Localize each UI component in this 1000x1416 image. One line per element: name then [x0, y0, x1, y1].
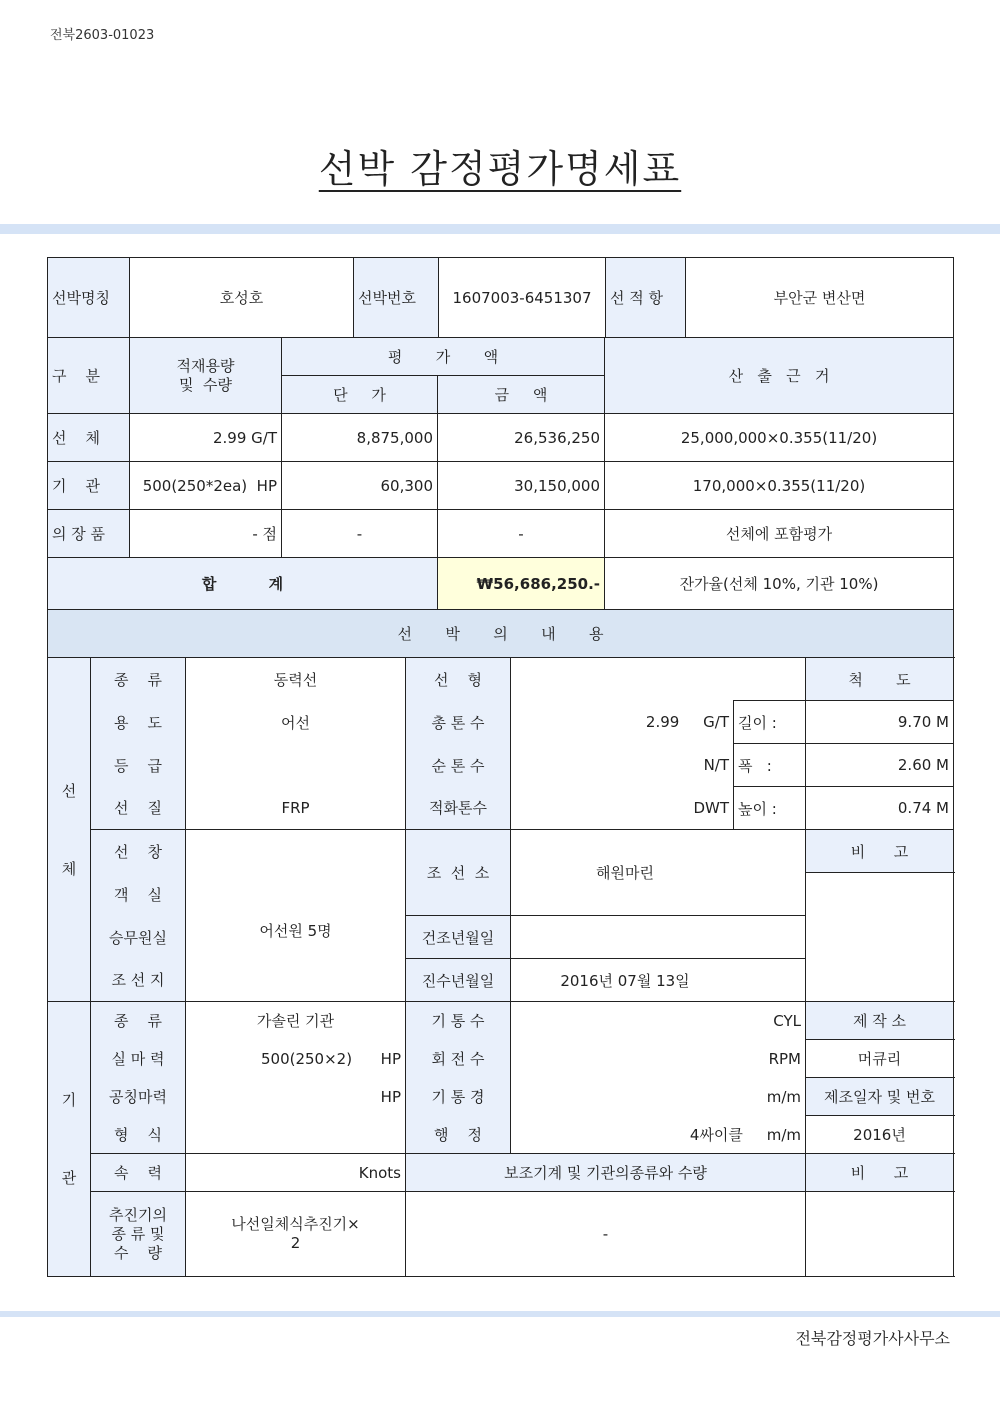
- total-amount: ₩56,686,250.-: [438, 558, 605, 610]
- table-row: [48, 414, 954, 462]
- row-label: 선 체: [48, 414, 130, 462]
- value-header: 평 가 액: [282, 338, 605, 376]
- engine-power-label: 실 마 력: [91, 1040, 186, 1078]
- auxiliary-value: -: [406, 1192, 806, 1277]
- length-value: 9.70 M: [806, 701, 954, 744]
- bottom-divider: [0, 1311, 1000, 1317]
- row-label: 의 장 품: [48, 510, 130, 558]
- capacity-cell: 500(250*2ea) HP: [130, 462, 282, 510]
- builder-label: 조 선 소: [406, 830, 511, 916]
- capacity-header: 적재용량 및 수량: [130, 338, 282, 414]
- rated-power-label: 공칭마력: [91, 1078, 186, 1116]
- total-row: [48, 558, 954, 610]
- basis-header: 산 출 근 거: [605, 338, 954, 414]
- net-tonnage-unit: N/T: [511, 744, 734, 787]
- engine-remarks-value: [806, 1192, 954, 1277]
- builder-value: 해원마린: [511, 830, 806, 916]
- basis-cell: 25,000,000×0.355(11/20): [605, 414, 954, 462]
- valuation-body: [47, 337, 954, 658]
- hull-kind-value: 동력선: [186, 658, 406, 701]
- amount-cell: 30,150,000: [438, 462, 605, 510]
- engine-kind-value: 가솔린 기관: [186, 1002, 406, 1040]
- capacity-cell: 2.99 G/T: [130, 414, 282, 462]
- amount-cell: 26,536,250: [438, 414, 605, 462]
- passenger-label: 객 실: [91, 873, 186, 916]
- amount-cell: -: [438, 510, 605, 558]
- launch-date-label: 진수년월일: [406, 959, 511, 1002]
- engine-side-label: 기 관: [48, 1002, 91, 1277]
- length-label: 길이 :: [734, 701, 806, 744]
- stroke-value: 4싸이클 m/m: [511, 1116, 806, 1154]
- top-divider: [0, 224, 1000, 234]
- manufacture-date-value: 2016년: [806, 1116, 954, 1154]
- dimensions-header: 척 도: [806, 658, 954, 701]
- maker-label: 제 작 소: [806, 1002, 954, 1040]
- details-section-title: 선 박 의 내 용: [48, 610, 954, 658]
- table-row: [48, 462, 954, 510]
- speed-label: 속 력: [91, 1154, 186, 1192]
- ship-name-value: 호성호: [130, 258, 354, 338]
- hold-label: 선 창: [91, 830, 186, 873]
- built-date-value: [511, 916, 806, 959]
- category-header: 구 분: [48, 338, 130, 414]
- propeller-value: 나선일체식추진기× 2: [186, 1192, 406, 1277]
- crew-label: 승무원실: [91, 916, 186, 959]
- basis-cell: 선체에 포함평가: [605, 510, 954, 558]
- width-label: 폭 :: [734, 744, 806, 787]
- width-value: 2.60 M: [806, 744, 954, 787]
- rpm-unit: RPM: [511, 1040, 806, 1078]
- hull-material-value: FRP: [186, 787, 406, 830]
- unit-price-cell: 8,875,000: [282, 414, 438, 462]
- gross-tonnage-value: 2.99 G/T: [511, 701, 734, 744]
- hull-remarks-header: 비 고: [806, 830, 954, 873]
- engine-kind-label: 종 류: [91, 1002, 186, 1040]
- unit-price-cell: 60,300: [282, 462, 438, 510]
- gross-tonnage-label: 총 톤 수: [406, 701, 511, 744]
- rpm-label: 회 전 수: [406, 1040, 511, 1078]
- speed-unit: Knots: [186, 1154, 406, 1192]
- row-label: 기 관: [48, 462, 130, 510]
- total-note: 잔가율(선체 10%, 기관 10%): [605, 558, 954, 610]
- hull-grade-label: 등 급: [91, 744, 186, 787]
- hull-remarks-value: [806, 873, 954, 1002]
- hull-material-label: 선 질: [91, 787, 186, 830]
- unit-price-header: 단 가: [282, 376, 438, 414]
- ship-number-label: 선박번호: [354, 258, 439, 338]
- bore-unit: m/m: [511, 1078, 806, 1116]
- total-label: 합 계: [48, 558, 438, 610]
- engine-remarks-header: 비 고: [806, 1154, 954, 1192]
- engine-type-label: 형 식: [91, 1116, 186, 1154]
- hull-kind-label: 종 류: [91, 658, 186, 701]
- crew-value: 어선원 5명: [186, 830, 406, 1002]
- hull-use-value: 어선: [186, 701, 406, 744]
- height-value: 0.74 M: [806, 787, 954, 830]
- table-row: [48, 510, 954, 558]
- hull-side-label: 선 체: [48, 658, 91, 1002]
- engine-type-value: [186, 1116, 406, 1154]
- engine-power-value: 500(250×2) HP: [186, 1040, 406, 1078]
- maker-value: 머큐리: [806, 1040, 954, 1078]
- rated-power-unit: HP: [186, 1078, 406, 1116]
- unit-price-cell: -: [282, 510, 438, 558]
- stroke-label: 행 정: [406, 1116, 511, 1154]
- document-number: 전북2603-01023: [50, 28, 155, 43]
- amount-header: 금 액: [438, 376, 605, 414]
- built-date-label: 건조년월일: [406, 916, 511, 959]
- capacity-cell: - 점: [130, 510, 282, 558]
- cylinder-label: 기 통 수: [406, 1002, 511, 1040]
- page-title: 선박 감정평가명세표: [318, 147, 682, 191]
- propeller-label: 추진기의 종 류 및 수 량: [91, 1192, 186, 1277]
- cylinder-unit: CYL: [511, 1002, 806, 1040]
- manufacture-date-label: 제조일자 및 번호: [806, 1078, 954, 1116]
- net-tonnage-label: 순 톤 수: [406, 744, 511, 787]
- hull-use-label: 용 도: [91, 701, 186, 744]
- dwt-unit: DWT: [511, 787, 734, 830]
- dwt-label: 적화톤수: [406, 787, 511, 830]
- auxiliary-header: 보조기계 및 기관의종류와 수량: [406, 1154, 806, 1192]
- office-name: 전북감정평가사사무소: [795, 1329, 950, 1348]
- hull-shape-value: [511, 658, 806, 701]
- ship-number-value: 1607003-6451307: [439, 258, 606, 338]
- launch-date-value: 2016년 07월 13일: [511, 959, 806, 1002]
- site-label: 조 선 지: [91, 959, 186, 1002]
- valuation-table: [47, 257, 954, 338]
- basis-cell: 170,000×0.355(11/20): [605, 462, 954, 510]
- bore-label: 기 통 경: [406, 1078, 511, 1116]
- ship-details-table: [47, 657, 954, 1277]
- port-label: 선 적 항: [606, 258, 686, 338]
- height-label: 높이 :: [734, 787, 806, 830]
- ship-name-label: 선박명칭: [48, 258, 130, 338]
- hull-shape-label: 선 형: [406, 658, 511, 701]
- hull-grade-value: [186, 744, 406, 787]
- port-value: 부안군 변산면: [686, 258, 954, 338]
